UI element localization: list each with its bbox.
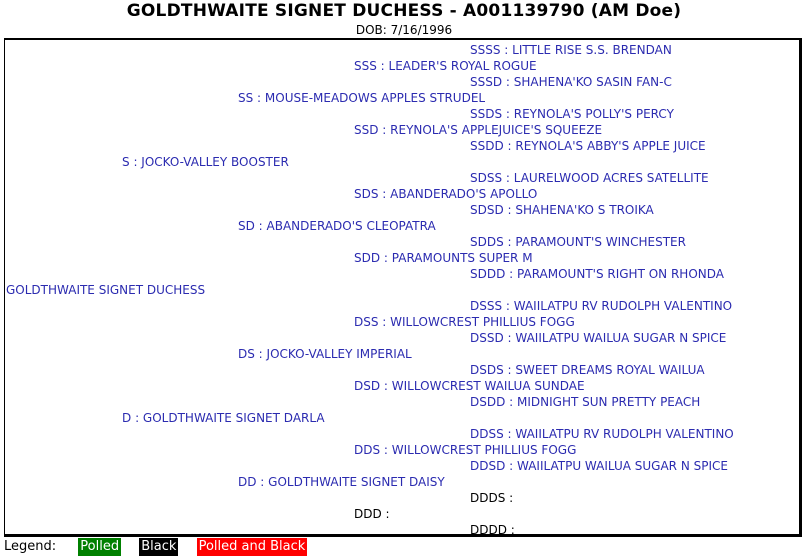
pedigree-row-d[interactable] xyxy=(122,410,325,426)
pedigree-separator: : xyxy=(503,331,516,345)
pedigree-separator: : xyxy=(503,427,516,441)
legend-label: Legend: xyxy=(4,539,57,554)
pedigree-animal-name[interactable]: PARAMOUNT'S WINCHESTER xyxy=(515,235,686,249)
pedigree-row-sdss[interactable] xyxy=(470,170,709,186)
pedigree-row-subject[interactable] xyxy=(6,282,205,298)
pedigree-code: SDSS xyxy=(470,171,503,185)
pedigree-code: SDDD xyxy=(470,267,506,281)
pedigree-animal-name[interactable]: PARAMOUNT'S RIGHT ON RHONDA xyxy=(517,267,724,281)
pedigree-code: DDSS xyxy=(470,427,504,441)
pedigree-separator: : xyxy=(505,459,518,473)
pedigree-separator: : xyxy=(502,75,514,89)
pedigree-separator: : xyxy=(256,475,269,489)
pedigree-code: SSD xyxy=(354,123,379,137)
pedigree-separator: : xyxy=(506,523,515,537)
pedigree-code: DDD xyxy=(354,507,382,521)
pedigree-row-sds[interactable] xyxy=(354,186,537,202)
pedigree-row-sssd[interactable] xyxy=(470,74,672,90)
pedigree-separator: : xyxy=(380,443,392,457)
pedigree-separator: : xyxy=(503,363,516,377)
pedigree-separator: : xyxy=(505,491,514,505)
pedigree-animal-name[interactable]: REYNOLA'S ABBY'S APPLE JUICE xyxy=(515,139,706,153)
pedigree-separator: : xyxy=(505,395,518,409)
pedigree-animal-name[interactable]: MOUSE-MEADOWS APPLES STRUDEL xyxy=(264,91,486,105)
pedigree-row-ssss[interactable] xyxy=(470,42,672,58)
pedigree-code: DSD xyxy=(354,379,381,393)
pedigree-row-ddds xyxy=(470,490,513,506)
pedigree-row-ssd[interactable] xyxy=(354,122,602,138)
pedigree-separator: : xyxy=(129,155,142,169)
pedigree-separator: : xyxy=(500,43,513,57)
pedigree-animal-name[interactable]: SWEET DREAMS ROYAL WAILUA xyxy=(515,363,705,377)
pedigree-separator: : xyxy=(254,347,267,361)
pedigree-animal-name[interactable]: SHAHENA'KO SASIN FAN-C xyxy=(513,75,672,89)
pedigree-code: SSS xyxy=(354,59,377,73)
pedigree-row-dssd[interactable] xyxy=(470,330,726,346)
pedigree-code: SDDS xyxy=(470,235,504,249)
pedigree-code: SSDS xyxy=(470,107,503,121)
pedigree-animal-name[interactable]: GOLDTHWAITE SIGNET DARLA xyxy=(142,411,325,425)
pedigree-code: DS xyxy=(238,347,255,361)
pedigree-row-ss[interactable] xyxy=(238,90,485,106)
pedigree-code: DDSD xyxy=(470,459,506,473)
pedigree-panel xyxy=(4,38,802,537)
pedigree-code: DSSS xyxy=(470,299,503,313)
pedigree-code: SD xyxy=(238,219,255,233)
legend-polled-and-black: Polled and Black xyxy=(198,539,306,554)
pedigree-row-ssds[interactable] xyxy=(470,106,674,122)
pedigree-animal-name[interactable]: MIDNIGHT SUN PRETTY PEACH xyxy=(517,395,701,409)
pedigree-code: SSDD xyxy=(470,139,504,153)
pedigree-code: DSDD xyxy=(470,395,506,409)
pedigree-animal-name[interactable]: WAIILATPU WAILUA SUGAR N SPICE xyxy=(515,331,727,345)
page-title: GOLDTHWAITE SIGNET DUCHESS - A001139790 (AM Doe) xyxy=(126,1,682,21)
pedigree-animal-name[interactable]: WAIILATPU RV RUDOLPH VALENTINO xyxy=(513,299,733,313)
pedigree-code: SS xyxy=(238,91,254,105)
pedigree-row-dds[interactable] xyxy=(354,442,576,458)
pedigree-separator: : xyxy=(254,219,267,233)
pedigree-animal-name[interactable]: GOLDTHWAITE SIGNET DAISY xyxy=(268,475,445,489)
pedigree-row-ddss[interactable] xyxy=(470,426,734,442)
pedigree-separator: : xyxy=(503,203,516,217)
pedigree-animal-name[interactable]: REYNOLA'S APPLEJUICE'S SQUEEZE xyxy=(390,123,603,137)
pedigree-row-ddd xyxy=(354,506,390,522)
pedigree-separator: : xyxy=(376,59,389,73)
pedigree-code: D xyxy=(122,411,132,425)
pedigree-animal-name[interactable]: WILLOWCREST PHILLIUS FOGG xyxy=(390,315,575,329)
pedigree-row-ds[interactable] xyxy=(238,346,412,362)
pedigree-separator: : xyxy=(503,139,516,153)
pedigree-separator: : xyxy=(380,251,392,265)
pedigree-code: SSSD xyxy=(470,75,503,89)
pedigree-row-ddsd[interactable] xyxy=(470,458,728,474)
pedigree-animal-name[interactable]: ABANDERADO'S CLEOPATRA xyxy=(266,219,436,233)
pedigree-separator: : xyxy=(253,91,265,105)
pedigree-animal-name[interactable]: WAIILATPU RV RUDOLPH VALENTINO xyxy=(515,427,734,441)
pedigree-row-sdd[interactable] xyxy=(354,250,533,266)
pedigree-row-ssdd[interactable] xyxy=(470,138,706,154)
pedigree-animal-name[interactable]: SHAHENA'KO S TROIKA xyxy=(515,203,654,217)
pedigree-code: DSS xyxy=(354,315,379,329)
pedigree-separator: : xyxy=(378,123,391,137)
pedigree-code: S xyxy=(122,155,130,169)
pedigree-row-dss[interactable] xyxy=(354,314,575,330)
pedigree-separator: : xyxy=(378,315,391,329)
pedigree-animal-name[interactable]: WAIILATPU WAILUA SUGAR N SPICE xyxy=(517,459,728,473)
pedigree-animal-name[interactable]: PARAMOUNTS SUPER M xyxy=(391,251,533,265)
pedigree-row-sdsd[interactable] xyxy=(470,202,654,218)
pedigree-row-s[interactable] xyxy=(122,154,289,170)
pedigree-animal-name[interactable]: LEADER'S ROYAL ROGUE xyxy=(388,59,537,73)
pedigree-row-sss[interactable] xyxy=(354,58,537,74)
legend xyxy=(4,538,321,556)
pedigree-animal-name[interactable]: WILLOWCREST WAILUA SUNDAE xyxy=(391,379,585,393)
pedigree-code: DSDS xyxy=(470,363,504,377)
pedigree-animal-name[interactable]: WILLOWCREST PHILLIUS FOGG xyxy=(391,443,577,457)
pedigree-animal-name[interactable]: LAURELWOOD ACRES SATELLITE xyxy=(513,171,709,185)
pedigree-row-dsd[interactable] xyxy=(354,378,585,394)
pedigree-separator: : xyxy=(131,411,143,425)
pedigree-row-dsdd[interactable] xyxy=(470,394,700,410)
pedigree-code: DDDS xyxy=(470,491,506,505)
pedigree-animal-name[interactable]: JOCKO-VALLEY IMPERIAL xyxy=(266,347,412,361)
pedigree-code: DSSD xyxy=(470,331,504,345)
pedigree-separator: : xyxy=(380,379,392,393)
pedigree-row-sd[interactable] xyxy=(238,218,436,234)
pedigree-separator: : xyxy=(502,107,514,121)
pedigree-separator: : xyxy=(502,299,514,313)
date-of-birth: DOB: 7/16/1996 xyxy=(355,23,453,37)
pedigree-separator: : xyxy=(505,267,518,281)
pedigree-animal-name[interactable]: LITTLE RISE S.S. BRENDAN xyxy=(512,43,672,57)
pedigree-row-sdds[interactable] xyxy=(470,234,686,250)
legend-polled: Polled xyxy=(80,539,120,554)
pedigree-code: SDS xyxy=(354,187,379,201)
pedigree-animal-name[interactable]: REYNOLA'S POLLY'S PERCY xyxy=(513,107,674,121)
pedigree-separator: : xyxy=(503,235,516,249)
pedigree-row-dsss[interactable] xyxy=(470,298,732,314)
pedigree-row-sddd[interactable] xyxy=(470,266,724,282)
pedigree-animal-name[interactable]: JOCKO-VALLEY BOOSTER xyxy=(141,155,289,169)
pedigree-separator: : xyxy=(378,187,391,201)
pedigree-animal-name[interactable]: ABANDERADO'S APOLLO xyxy=(390,187,538,201)
pedigree-code: SDSD xyxy=(470,203,504,217)
pedigree-row-dsds[interactable] xyxy=(470,362,705,378)
pedigree-code: DDS xyxy=(354,443,381,457)
pedigree-separator: : xyxy=(502,171,514,185)
pedigree-separator: : xyxy=(381,507,390,521)
pedigree-row-dddd xyxy=(470,522,515,538)
pedigree-code: DD xyxy=(238,475,257,489)
pedigree-code: SDD xyxy=(354,251,381,265)
pedigree-row-dd[interactable] xyxy=(238,474,445,490)
legend-black: Black xyxy=(141,539,177,554)
pedigree-animal-name[interactable]: GOLDTHWAITE SIGNET DUCHESS xyxy=(6,283,206,297)
pedigree-code: SSSS xyxy=(470,43,501,57)
pedigree-code: DDDD xyxy=(470,523,507,537)
